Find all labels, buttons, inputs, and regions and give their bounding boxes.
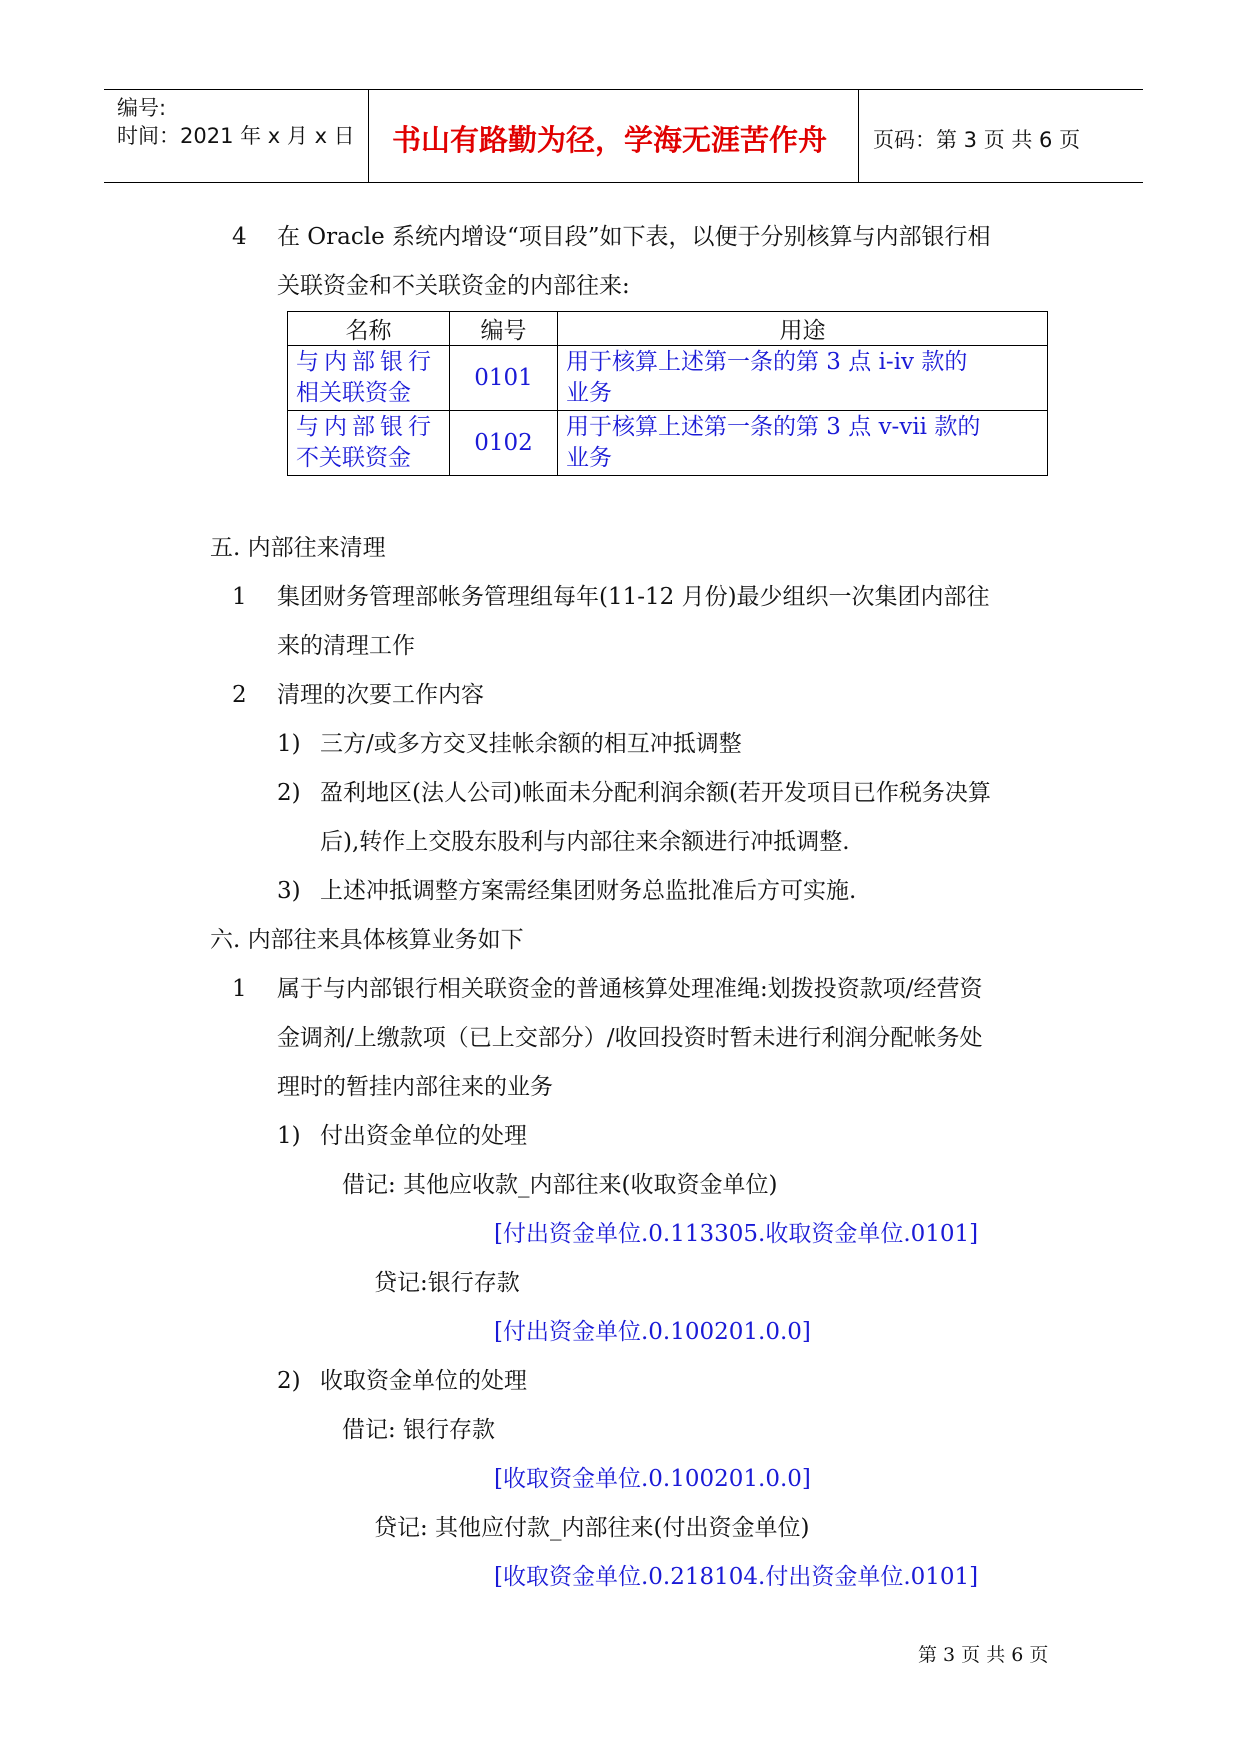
section6-sub2-title: 收取资金单位的处理 (320, 1368, 527, 1394)
row-use-cell (558, 346, 1048, 411)
table-row (288, 346, 1048, 411)
section4-line2: 关联资金和不关联资金的内部往来: (277, 273, 630, 299)
row-use-line2: 业务 (566, 380, 612, 406)
table-header-row (288, 312, 1048, 346)
section5-sub1-number: 1) (277, 731, 301, 757)
row-code-cell: 0102 (450, 411, 558, 476)
section5-title: 五. 内部往来清理 (210, 535, 386, 561)
header-top-rule (104, 89, 1143, 90)
section6-sub2-number: 2) (277, 1368, 301, 1394)
section4-number: 4 (232, 224, 247, 250)
section5-item2-number: 2 (232, 682, 247, 708)
section6-sub2-credit: 贷记: 其他应付款_内部往来(付出资金单位) (374, 1515, 810, 1541)
header-divider-left (368, 89, 369, 183)
header-code: 编号 (450, 312, 558, 346)
section5-sub1-text: 三方/或多方交叉挂帐余额的相互冲抵调整 (320, 731, 742, 757)
row-name-cell (288, 346, 450, 411)
doc-number-label: 编号: (117, 96, 167, 120)
section5-item1-number: 1 (232, 584, 247, 610)
footer-page-number: 第 3 页 共 6 页 (918, 1644, 1049, 1666)
row-name-line2: 相关联资金 (296, 380, 411, 406)
section5-sub2-line2: 后),转作上交股东股利与内部往来余额进行冲抵调整. (320, 829, 850, 855)
section6-item1-line3: 理时的暂挂内部往来的业务 (277, 1074, 553, 1100)
header-bottom-rule (104, 182, 1143, 183)
section6-sub1-debit-code: [付出资金单位.0.113305.收取资金单位.0101] (494, 1221, 979, 1247)
header-motto: 书山有路勤为径，学海无涯苦作舟 (392, 123, 828, 157)
header-use: 用途 (558, 312, 1048, 346)
row-name-line1: 与内部银行 (296, 414, 436, 440)
section6-sub1-credit: 贷记:银行存款 (374, 1270, 520, 1296)
section6-sub2-debit: 借记: 银行存款 (342, 1417, 496, 1443)
header-name: 名称 (288, 312, 450, 346)
row-use-line1: 用于核算上述第一条的第 3 点 v-vii 款的 (566, 414, 981, 440)
section5-item1-line1: 集团财务管理部帐务管理组每年(11-12 月份)最少组织一次集团内部往 (277, 584, 990, 610)
section4-line1: 在 Oracle 系统内增设“项目段”如下表，以便于分别核算与内部银行相 (277, 224, 991, 250)
section6-item1-number: 1 (232, 976, 247, 1002)
row-code-cell: 0101 (450, 346, 558, 411)
project-segment-table (287, 311, 1048, 476)
table-row (288, 411, 1048, 476)
header-divider-right (858, 89, 859, 183)
doc-time-label: 时间：2021 年 x 月 x 日 (117, 124, 355, 148)
section6-sub1-number: 1) (277, 1123, 301, 1149)
section5-sub2-number: 2) (277, 780, 301, 806)
section6-sub1-title: 付出资金单位的处理 (320, 1123, 527, 1149)
section5-sub3-text: 上述冲抵调整方案需经集团财务总监批准后方可实施. (320, 878, 857, 904)
header-page-label: 页码：第 3 页 共 6 页 (873, 128, 1081, 152)
section6-sub2-debit-code: [收取资金单位.0.100201.0.0] (494, 1466, 811, 1492)
section6-sub1-debit: 借记: 其他应收款_内部往来(收取资金单位) (342, 1172, 778, 1198)
row-use-cell (558, 411, 1048, 476)
section5-item2-text: 清理的次要工作内容 (277, 682, 484, 708)
row-name-line1: 与内部银行 (296, 349, 436, 375)
section6-title: 六. 内部往来具体核算业务如下 (210, 927, 524, 953)
section6-sub1-credit-code: [付出资金单位.0.100201.0.0] (494, 1319, 811, 1345)
row-use-line2: 业务 (566, 445, 612, 471)
section5-sub2-line1: 盈利地区(法人公司)帐面未分配利润余额(若开发项目已作税务决算 (320, 780, 991, 806)
row-name-line2: 不关联资金 (296, 445, 411, 471)
section6-item1-line1: 属于与内部银行相关联资金的普通核算处理准绳:划拨投资款项/经营资 (277, 976, 983, 1002)
row-use-line1: 用于核算上述第一条的第 3 点 i-iv 款的 (566, 349, 968, 375)
section5-item1-line2: 来的清理工作 (277, 633, 415, 659)
row-name-cell (288, 411, 450, 476)
section6-item1-line2: 金调剂/上缴款项（已上交部分）/收回投资时暂未进行利润分配帐务处 (277, 1025, 983, 1051)
section6-sub2-credit-code: [收取资金单位.0.218104.付出资金单位.0101] (494, 1564, 979, 1590)
section5-sub3-number: 3) (277, 878, 301, 904)
